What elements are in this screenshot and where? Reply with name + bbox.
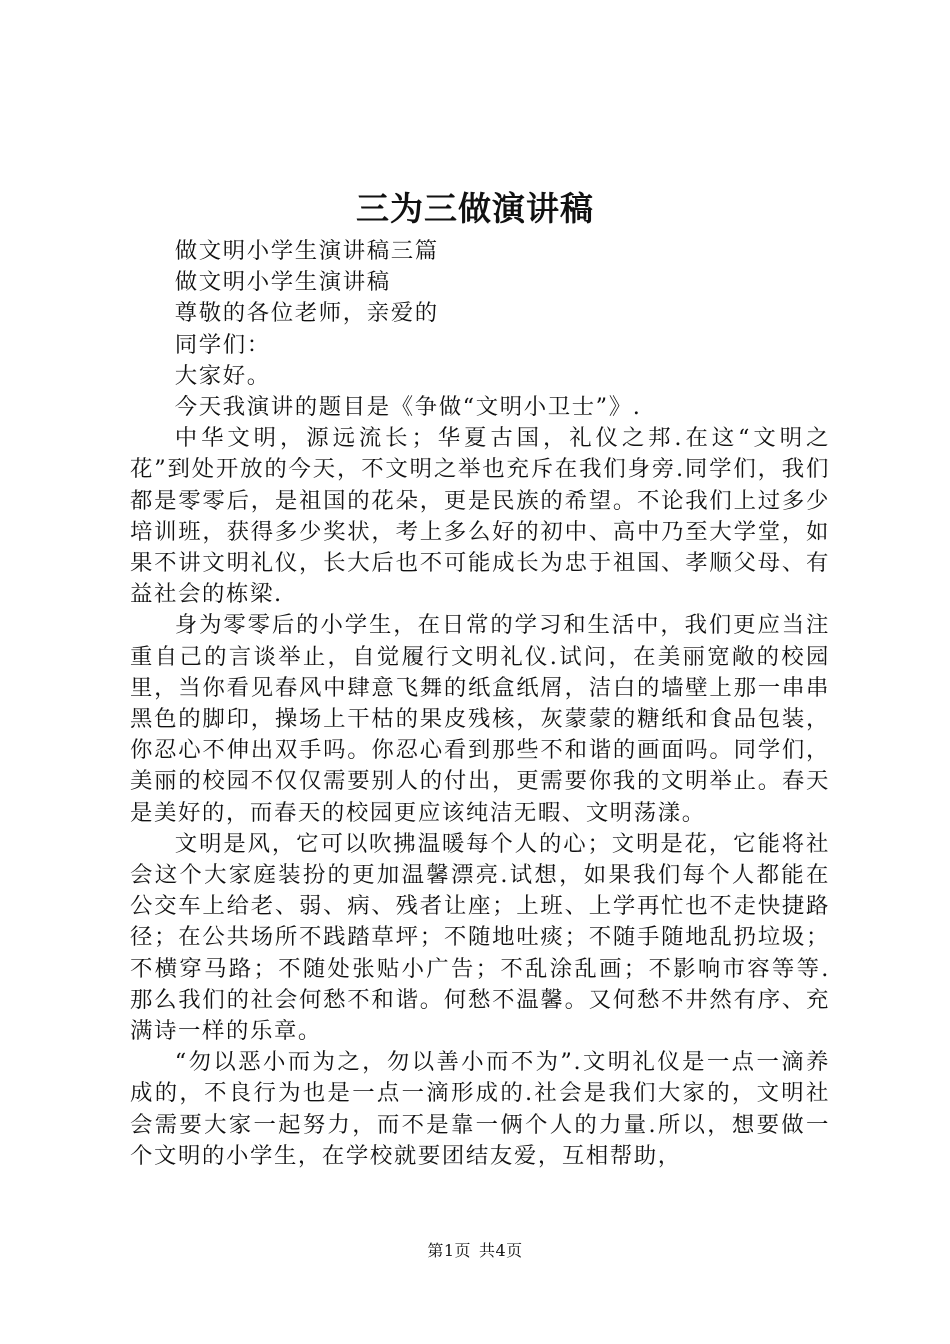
paragraph-salutation-cont: 同学们：	[174, 331, 271, 358]
paragraph-salutation: 尊敬的各位老师，亲爱的	[174, 300, 439, 327]
paragraph-subtitle-2: 做文明小学生演讲稿	[174, 269, 391, 296]
paragraph-subtitle-1: 做文明小学生演讲稿三篇	[174, 238, 439, 264]
paragraph-body-4: “勿以恶小而为之，勿以善小而不为”.文明礼仪是一点一滴养成的，不良行为也是一点一滴形成的.社会是我们大家的，文明社会需要大家一起努力，而不是靠一俩个人的力量.所以，想要做一个文明的小学生，在学校就要团结友爱，互相帮助，	[130, 1049, 830, 1169]
page-total: 共4页	[479, 1241, 523, 1260]
document-title: 三为三做演讲稿	[356, 189, 594, 228]
page-footer	[0, 1240, 950, 1262]
page-number: 第1页	[427, 1241, 471, 1260]
paragraph-body-2: 身为零零后的小学生，在日常的学习和生活中，我们更应当注重自己的言谈举止，自觉履行文明礼仪.试问，在美丽宽敞的校园里，当你看见春风中肆意飞舞的纸盒纸屑，洁白的墙壁上那一串串黑色的脚印，操场上干枯的果皮残核，灰蒙蒙的糖纸和食品包装，你忍心不伸出双手吗。你忍心看到那些不和谐的画面吗。同学们，美丽的校园不仅仅需要别人的付出，更需要你我的文明举止。春天是美好的，而春天的校园更应该纯洁无暇、文明荡漾。	[130, 612, 830, 826]
paragraph-greeting: 大家好。	[174, 362, 271, 389]
document-body	[130, 236, 830, 1172]
paragraph-topic: 今天我演讲的题目是《争做“文明小卫士”》.	[174, 394, 642, 421]
paragraph-body-1: 中华文明，源远流长；华夏古国，礼仪之邦.在这“文明之花”到处开放的今天，不文明之举也充斥在我们身旁.同学们，我们都是零零后，是祖国的花朵，更是民族的希望。不论我们上过多少培训班，获得多少奖状，考上多么好的初中、高中乃至大学堂，如果不讲文明礼仪，长大后也不可能成长为忠于祖国、孝顺父母、有益社会的栋梁.	[130, 425, 830, 608]
paragraph-body-3: 文明是风，它可以吹拂温暖每个人的心；文明是花，它能将社会这个大家庭装扮的更加温馨漂亮.试想，如果我们每个人都能在公交车上给老、弱、病、残者让座；上班、上学再忙也不走快捷路径；在公共场所不践踏草坪；不随地吐痰；不随手随地乱扔垃圾；不横穿马路；不随处张贴小广告；不乱涂乱画；不影响市容等等.那么我们的社会何愁不和谐。何愁不温馨。又何愁不井然有序、充满诗一样的乐章。	[130, 830, 830, 1045]
